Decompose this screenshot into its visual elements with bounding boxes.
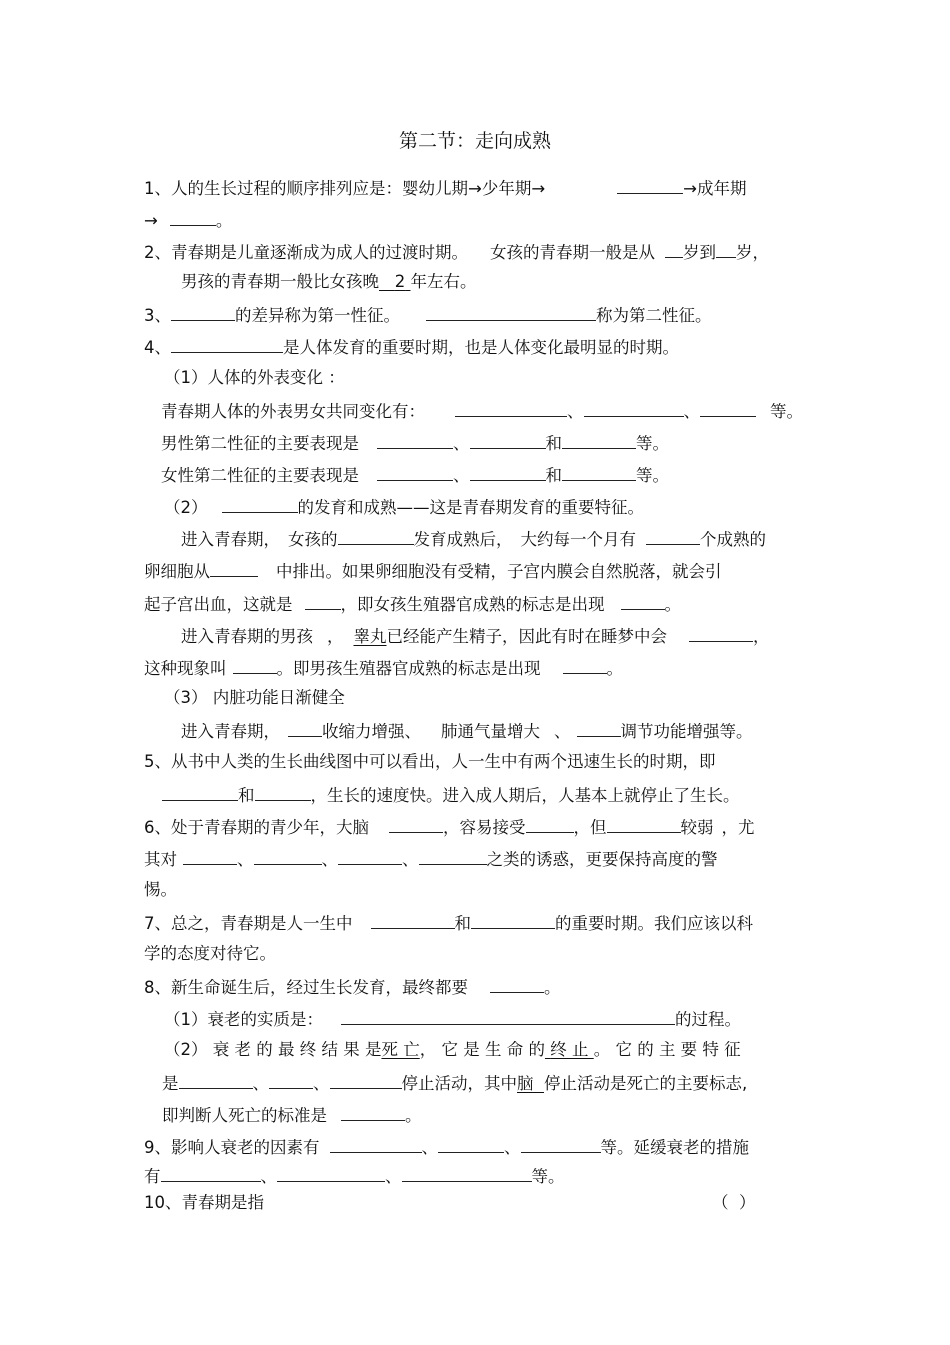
- q4-text: 等。: [636, 434, 669, 453]
- q4-text: 、: [453, 466, 470, 485]
- q8-text: 停止活动，其中: [401, 1074, 517, 1093]
- question-6-line-1: [144, 815, 755, 839]
- answer-blank[interactable]: [171, 335, 283, 353]
- q4-text: ，: [327, 627, 344, 646]
- question-5-line-2: [162, 783, 740, 807]
- answer-blank[interactable]: [562, 431, 636, 449]
- q4-text: 调节功能增强等。: [620, 722, 753, 741]
- q4-text: 。即男孩生殖器官成熟的标志是出现: [276, 659, 541, 678]
- q2-text: 女孩的青春期一般是从: [490, 243, 655, 262]
- answer-blank[interactable]: [233, 656, 277, 674]
- q4-text: 。: [606, 659, 623, 678]
- q6-text: 6、处于青春期的青少年，大脑: [144, 818, 369, 837]
- answer-blank[interactable]: [377, 431, 453, 449]
- q4-text: 和: [545, 466, 562, 485]
- question-2-line-1: [144, 240, 769, 264]
- q1-text: →成年期: [683, 179, 747, 198]
- answer-blank[interactable]: [584, 399, 684, 417]
- q8-section-1: [164, 1007, 741, 1031]
- answer-blank[interactable]: [617, 176, 683, 194]
- q6-text: 、: [237, 850, 254, 869]
- q8-text: 是: [162, 1074, 179, 1093]
- q9-text: 、: [260, 1167, 277, 1186]
- q9-text: 、: [421, 1138, 438, 1157]
- q4-text: 等。: [636, 466, 669, 485]
- q4-text: 4、: [144, 338, 171, 357]
- q6-text: ，容易接受: [443, 818, 526, 837]
- answer-blank[interactable]: [179, 1071, 253, 1089]
- question-7-line-2: 学的态度对待它。: [144, 944, 276, 963]
- filled-answer: 睾丸: [353, 627, 387, 646]
- q4-boy-line-1: [181, 624, 770, 648]
- answer-blank[interactable]: [471, 911, 555, 929]
- q8-text: 8、新生命诞生后，经过生长发育，最终都要: [144, 978, 468, 997]
- answer-blank[interactable]: [563, 656, 607, 674]
- q1-text: →: [144, 211, 158, 230]
- q9-text: 、: [385, 1167, 402, 1186]
- q2-text: 岁到: [683, 243, 716, 262]
- q6-text: 之类的诱惑，更要保持高度的警: [486, 850, 718, 869]
- q3-text: 的差异称为第一性征。: [235, 306, 400, 325]
- q2-text: 男孩的青春期一般比女孩晚: [181, 272, 379, 291]
- q3-text: 3、: [144, 306, 171, 325]
- answer-blank[interactable]: [330, 1135, 422, 1153]
- q6-text: ，尤: [721, 818, 755, 837]
- q4-text: 收缩力增强、: [322, 722, 421, 741]
- answer-blank[interactable]: [455, 399, 567, 417]
- q4-text: 男性第二性征的主要表现是: [161, 434, 359, 453]
- answer-blank[interactable]: [288, 719, 322, 737]
- answer-blank[interactable]: [562, 463, 636, 481]
- question-9-line-1: [144, 1135, 749, 1159]
- q4-text: 大约每一个月有: [520, 530, 636, 549]
- q8-text: 。: [544, 978, 561, 997]
- answer-blank[interactable]: [269, 1071, 313, 1089]
- q2-text: 岁，: [736, 243, 769, 262]
- answer-blank[interactable]: [689, 624, 753, 642]
- q6-text: 、: [402, 850, 419, 869]
- q4-section-3: （3） 内脏功能日渐健全: [164, 688, 345, 707]
- q4-female-features: [161, 463, 669, 487]
- answer-blank[interactable]: [183, 847, 237, 865]
- q4-text: 、: [567, 402, 584, 421]
- answer-blank[interactable]: [371, 911, 455, 929]
- q8-text: （1）衰老的实质是：: [164, 1010, 323, 1029]
- answer-blank[interactable]: [338, 847, 402, 865]
- filled-answer: 2: [394, 272, 406, 291]
- q4-girl-line-2: [144, 559, 722, 583]
- question-8: [144, 975, 561, 999]
- q8-section-2: [164, 1039, 741, 1061]
- answer-blank[interactable]: [426, 303, 596, 321]
- q4-text: 和: [545, 434, 562, 453]
- q4-girl-line-1: [181, 527, 766, 551]
- q4-text: 发育成熟后，: [413, 530, 513, 549]
- answer-blank[interactable]: [305, 592, 341, 610]
- q4-text: 已经能产生精子，因此有时在睡梦中会: [386, 627, 667, 646]
- q8-text: 、: [252, 1074, 269, 1093]
- q4-text: ，: [753, 627, 770, 646]
- q4-male-features: [161, 431, 669, 455]
- question-2-line-2: [181, 271, 477, 293]
- answer-blank[interactable]: [470, 463, 546, 481]
- question-6-line-2: [144, 847, 718, 871]
- answer-blank[interactable]: [170, 208, 216, 226]
- q10-answer-bracket[interactable]: （ ）: [712, 1193, 756, 1212]
- answer-blank[interactable]: [438, 1135, 504, 1153]
- answer-blank[interactable]: [210, 559, 258, 577]
- q7-text: 和: [454, 914, 471, 933]
- q4-section-2: [164, 495, 644, 519]
- q8-text: 即判断人死亡的标准是: [162, 1106, 327, 1125]
- answer-blank[interactable]: [161, 1164, 261, 1182]
- answer-blank[interactable]: [665, 240, 683, 258]
- q9-text: 有: [144, 1167, 161, 1186]
- answer-blank[interactable]: [341, 1007, 675, 1025]
- q4-boy-line-2: [144, 656, 623, 680]
- q8-section-2-line-2: [162, 1071, 747, 1095]
- q4-text: 。: [664, 595, 681, 614]
- q8-text: （2） 衰 老 的 最 终 结 果 是: [164, 1040, 382, 1059]
- answer-blank[interactable]: [171, 303, 235, 321]
- q4-text: 、: [453, 434, 470, 453]
- q9-text: 9、影响人衰老的因素有: [144, 1138, 320, 1157]
- answer-blank[interactable]: [577, 719, 621, 737]
- answer-blank[interactable]: [377, 463, 453, 481]
- q4-text: ，即女孩生殖器官成熟的标志是出现: [340, 595, 605, 614]
- q4-text: 中排出。如果卵细胞没有受精，子宫内膜会自然脱落，就会引: [276, 562, 722, 581]
- q3-text: 称为第二性征。: [596, 306, 712, 325]
- q4-text: 这种现象叫: [144, 659, 227, 678]
- question-7-line-1: [144, 911, 753, 935]
- q4-text: 女性第二性征的主要表现是: [161, 466, 359, 485]
- q4-text: 的发育和成熟——这是青春期发育的重要特征。: [297, 498, 644, 517]
- answer-blank[interactable]: [277, 1164, 385, 1182]
- q4-text: 个成熟的: [700, 530, 766, 549]
- question-1-line-1: [144, 176, 746, 200]
- answer-blank[interactable]: [402, 1164, 532, 1182]
- answer-blank[interactable]: [716, 240, 736, 258]
- question-3: [144, 303, 712, 327]
- question-4: [144, 335, 679, 359]
- q4-text: 青春期人体的外表男女共同变化有：: [161, 402, 425, 421]
- q9-text: 等。: [531, 1167, 565, 1186]
- answer-blank[interactable]: [255, 783, 311, 801]
- question-6-line-3: 惕。: [144, 880, 177, 899]
- answer-blank[interactable]: [222, 495, 298, 513]
- q4-text: 等。: [770, 402, 803, 421]
- answer-blank[interactable]: [521, 1135, 601, 1153]
- q8-text: ， 它 是 生 命 的: [419, 1040, 545, 1059]
- filled-answer: 脑: [517, 1074, 534, 1093]
- answer-blank[interactable]: [419, 847, 487, 865]
- filled-answer: 终 止: [550, 1040, 589, 1059]
- q9-text: 等。延缓衰老的措施: [600, 1138, 749, 1157]
- q4-common-changes: [161, 399, 803, 423]
- answer-blank[interactable]: [162, 783, 238, 801]
- q8-text: 。 它 的 主 要 特 征: [593, 1040, 741, 1059]
- q7-text: 的重要时期。我们应该以科: [555, 914, 753, 933]
- q6-text: 较弱: [680, 818, 714, 837]
- answer-blank[interactable]: [646, 527, 700, 545]
- q4-text: 进入青春期的男孩: [181, 627, 313, 646]
- q4-text: 进入青春期，: [181, 722, 280, 741]
- q8-text: 。: [405, 1106, 422, 1125]
- answer-blank[interactable]: [607, 815, 681, 833]
- answer-blank[interactable]: [526, 815, 574, 833]
- q2-text: 年左右。: [410, 272, 477, 291]
- answer-blank[interactable]: [330, 1071, 402, 1089]
- filled-answer: 死 亡: [381, 1040, 420, 1059]
- q6-text: 其对: [144, 850, 177, 869]
- answer-blank[interactable]: [470, 431, 546, 449]
- answer-blank[interactable]: [621, 592, 665, 610]
- q6-text: ，但: [573, 818, 607, 837]
- q1-text: 1、人的生长过程的顺序排列应是：婴幼儿期→少年期→: [144, 179, 546, 198]
- q4-organ-line: [181, 719, 753, 743]
- q4-text: （2）: [164, 498, 208, 517]
- answer-blank[interactable]: [338, 527, 414, 545]
- q4-text: 肺通气量增大: [441, 722, 540, 741]
- q7-text: 7、总之，青春期是人一生中: [144, 914, 353, 933]
- q4-text: 是人体发育的重要时期，也是人体变化最明显的时期。: [283, 338, 679, 357]
- q4-section-1: （1）人体的外表变化 ：: [164, 368, 345, 387]
- question-9-line-2: [144, 1164, 565, 1188]
- q4-girl-line-3: [144, 592, 681, 616]
- question-1-line-2: [144, 208, 232, 232]
- q5-text: 和: [238, 786, 255, 805]
- answer-blank[interactable]: [700, 399, 756, 417]
- q1-text: 。: [215, 211, 233, 230]
- q4-text: 卵细胞从: [144, 562, 210, 581]
- q4-text: 、: [554, 722, 571, 741]
- q4-text: 女孩的: [288, 530, 338, 549]
- answer-blank[interactable]: [389, 815, 443, 833]
- q8-text: 、: [313, 1074, 330, 1093]
- q8-section-2-line-3: [162, 1103, 422, 1127]
- question-10: 10、青春期是指: [144, 1193, 264, 1212]
- q2-text: 2、青春期是儿童逐渐成为成人的过渡时期。: [144, 243, 468, 262]
- q5-text: ，生长的速度快。进入成人期后，人基本上就停止了生长。: [310, 786, 740, 805]
- q9-text: 、: [504, 1138, 521, 1157]
- answer-blank[interactable]: [490, 975, 544, 993]
- q4-text: 起子宫出血，这就是: [144, 595, 293, 614]
- page-title: 第二节：走向成熟: [398, 130, 551, 152]
- question-5-line-1: 5、从书中人类的生长曲线图中可以看出，人一生中有两个迅速生长的时期，即: [144, 752, 716, 771]
- q4-text: 进入青春期，: [181, 530, 280, 549]
- answer-blank[interactable]: [254, 847, 322, 865]
- q4-text: 、: [683, 402, 700, 421]
- q6-text: 、: [321, 850, 338, 869]
- answer-blank[interactable]: [341, 1103, 405, 1121]
- q8-text: 的过程。: [675, 1010, 741, 1029]
- q8-text: 停止活动是死亡的主要标志,: [544, 1074, 748, 1093]
